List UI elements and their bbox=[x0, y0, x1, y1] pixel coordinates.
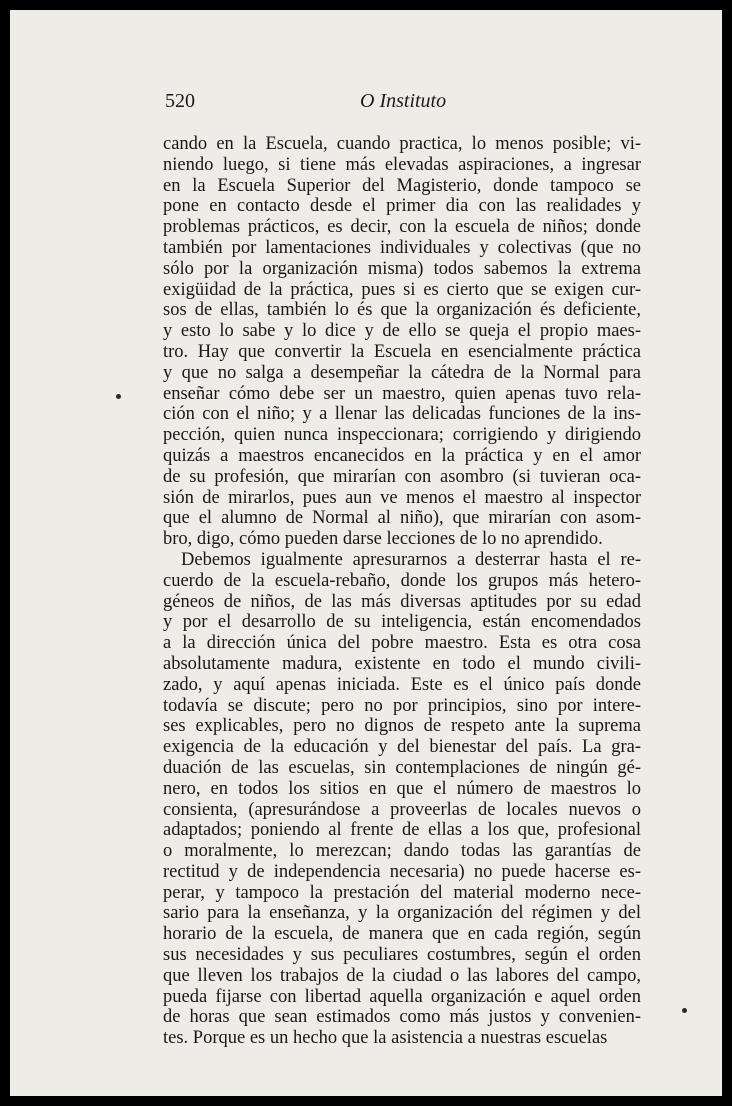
text-line: absolutamente madura, existente en todo el mundo civili- bbox=[163, 653, 641, 674]
text-line: zado, y aquí apenas iniciada. Este es el único país donde bbox=[163, 674, 641, 695]
text-line: sólo por la organización misma) todos sabemos la extrema bbox=[163, 258, 641, 279]
text-line: sos de ellas, también lo és que la organización és deficiente, bbox=[163, 300, 641, 321]
text-line: adaptados; poniendo al frente de ellas a los que, profesional bbox=[163, 820, 641, 841]
text-line: horario de la escuela, de manera que en cada región, según bbox=[163, 924, 641, 945]
text-line: que el alumno de Normal al niño), que mirarían con asom- bbox=[163, 508, 641, 529]
margin-mark bbox=[116, 394, 121, 399]
text-line: nero, en todos los sitios en que el número de maestros lo bbox=[163, 778, 641, 799]
text-line: de su profesión, que mirarían con asombro (si tuvieran oca- bbox=[163, 466, 641, 487]
text-line: tro. Hay que convertir la Escuela en esencialmente práctica bbox=[163, 341, 641, 362]
text-line: a la dirección única del pobre maestro. Esta es otra cosa bbox=[163, 633, 641, 654]
text-line: ses explicables, pero no dignos de respeto ante la suprema bbox=[163, 716, 641, 737]
text-line: perar, y tampoco la prestación del material moderno nece- bbox=[163, 882, 641, 903]
text-line: o moralmente, lo merezcan; dando todas las garantías de bbox=[163, 841, 641, 862]
text-line: pección, quien nunca inspeccionara; corrigiendo y dirigiendo bbox=[163, 425, 641, 446]
text-line: exigüidad de la práctica, pues si es cierto que se exigen cur- bbox=[163, 279, 641, 300]
text-line: bro, digo, cómo pueden darse lecciones de lo no aprendido. bbox=[163, 529, 603, 550]
text-line: cuerdo de la escuela-rebaño, donde los grupos más hetero- bbox=[163, 570, 641, 591]
text-line: Debemos igualmente apresurarnos a desterrar hasta el re- bbox=[181, 549, 641, 570]
document-page bbox=[10, 10, 722, 1096]
text-line: pueda fijarse con libertad aquella organización e aquel orden bbox=[163, 986, 641, 1007]
margin-mark bbox=[682, 1008, 687, 1013]
text-line: y que no salga a desempeñar la cátedra de la Normal para bbox=[163, 362, 641, 383]
text-line: enseñar cómo debe ser un maestro, quien apenas tuvo rela- bbox=[163, 383, 641, 404]
text-line: géneos de niños, de las más diversas aptitudes por su edad bbox=[163, 591, 641, 612]
text-line: todavía se discute; pero no por principios, sino por intere- bbox=[163, 695, 641, 716]
text-line: y por el desarrollo de su inteligencia, están encomendados bbox=[163, 612, 641, 633]
text-line: sus necesidades y sus peculiares costumbres, según el orden bbox=[163, 945, 641, 966]
running-title: O Instituto bbox=[360, 90, 447, 112]
text-line: duación de las escuelas, sin contemplaciones de ningún gé- bbox=[163, 757, 641, 778]
text-line: niendo luego, si tiene más elevadas aspiraciones, a ingresar bbox=[163, 154, 641, 175]
text-line: sión de mirarlos, pues aun ve menos el maestro al inspector bbox=[163, 487, 641, 508]
text-line: cando en la Escuela, cuando practica, lo menos posible; vi- bbox=[163, 134, 641, 154]
text-line: y esto lo sabe y lo dice y de ello se queja el propio maes- bbox=[163, 321, 641, 342]
text-line: pone en contacto desde el primer dia con las realidades y bbox=[163, 196, 641, 217]
text-line: exigencia de la educación y del bienestar del país. La gra- bbox=[163, 737, 641, 758]
text-line: rectitud y de independencia necesaria) no puede hacerse es- bbox=[163, 861, 641, 882]
text-line: tes. Porque es un hecho que la asistencia a nuestras escuelas bbox=[163, 1028, 608, 1049]
body-text bbox=[163, 134, 641, 1049]
text-line: sario para la enseñanza, y la organización del régimen y del bbox=[163, 903, 641, 924]
page-header bbox=[165, 90, 585, 116]
text-line: en la Escuela Superior del Magisterio, donde tampoco se bbox=[163, 175, 641, 196]
text-line: quizás a maestros encanecidos en la práctica y en el amor bbox=[163, 445, 641, 466]
page-number: 520 bbox=[165, 90, 195, 112]
text-line: que lleven los trabajos de la ciudad o las labores del campo, bbox=[163, 965, 641, 986]
text-line: ción con el niño; y a llenar las delicadas funciones de la ins- bbox=[163, 404, 641, 425]
text-line: también por lamentaciones individuales y colectivas (que no bbox=[163, 237, 641, 258]
text-line: problemas prácticos, es decir, con la escuela de niños; donde bbox=[163, 217, 641, 238]
text-line: consienta, (apresurándose a proveerlas de locales nuevos o bbox=[163, 799, 641, 820]
text-line: de horas que sean estimados como más justos y convenien- bbox=[163, 1007, 641, 1028]
